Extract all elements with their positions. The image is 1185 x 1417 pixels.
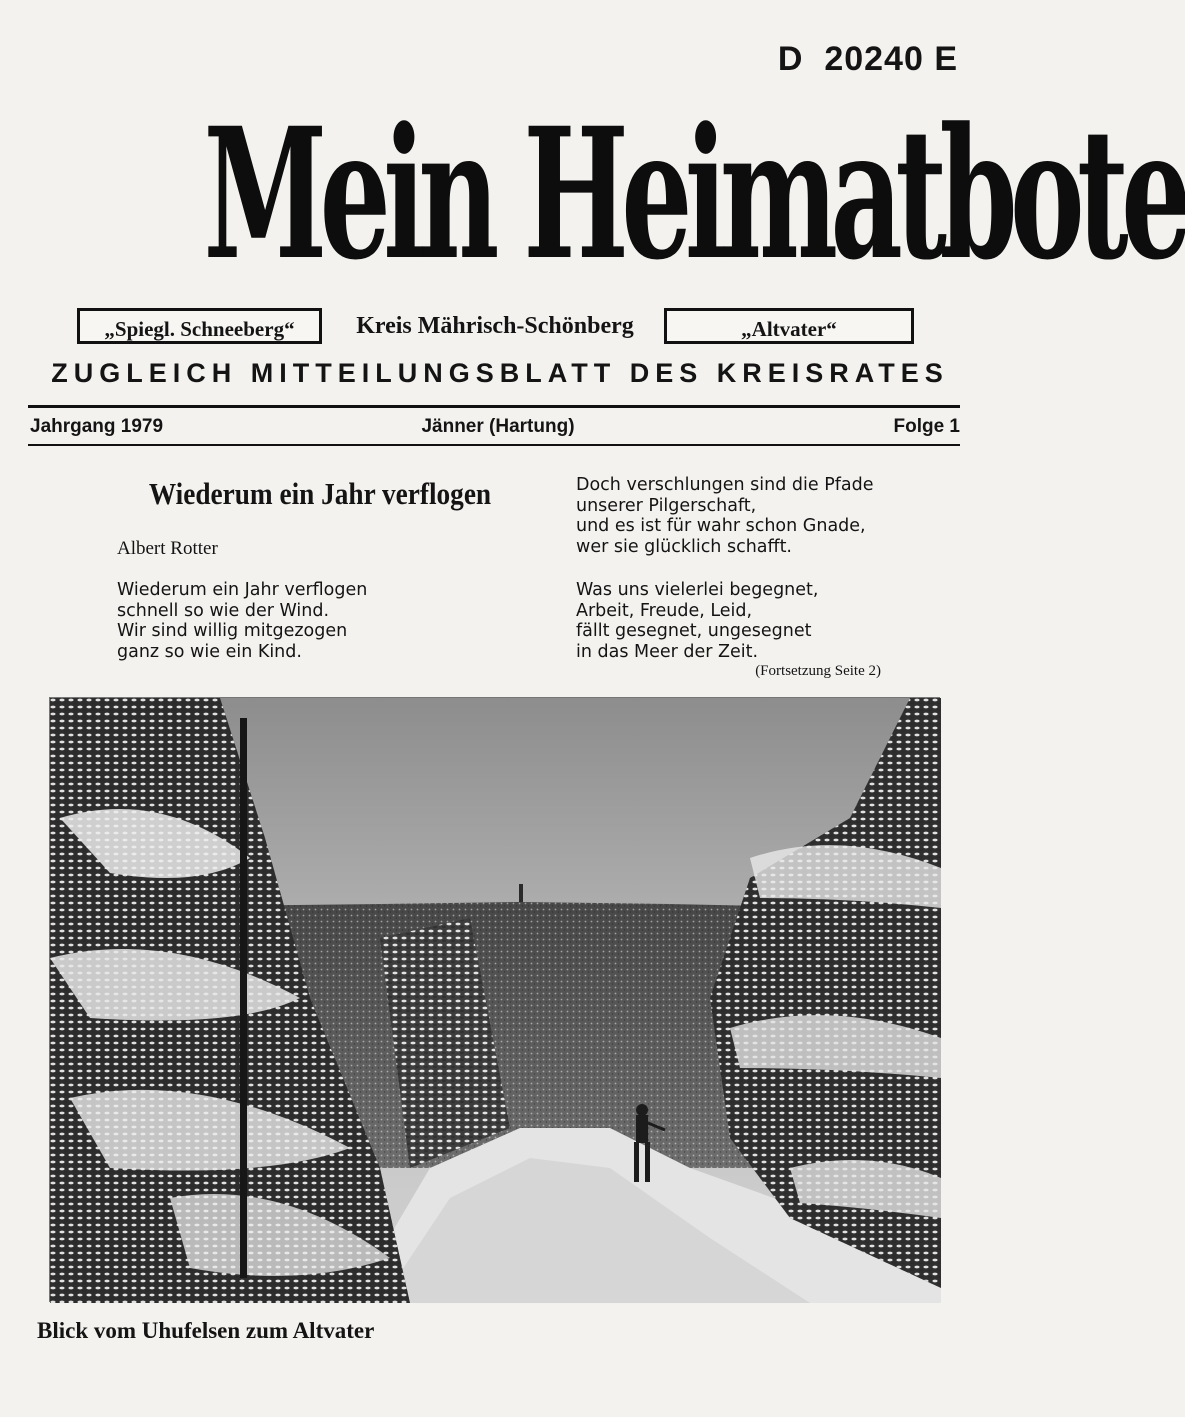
winter-forest-photo (49, 697, 940, 1302)
poem-line: Was uns vielerlei begegnet, (576, 580, 819, 600)
continuation-note: (Fortsetzung Seite 2) (755, 663, 881, 679)
poem-line: wer sie glücklich schafft. (576, 536, 792, 557)
poem-line: Doch verschlungen sind die Pfade (576, 475, 874, 495)
poem-stanza-3 (576, 580, 818, 662)
poem-line: ganz so wie ein Kind. (117, 641, 302, 662)
region-box-right: „Altvater“ (664, 308, 914, 344)
district-name: Kreis Mährisch-Schönberg (356, 313, 634, 339)
subtitle: ZUGLEICH MITTEILUNGSBLATT DES KREISRATES (51, 358, 949, 388)
poem-line: unserer Pilgerschaft, (576, 495, 757, 516)
poem-line: fällt gesegnet, ungesegnet (576, 621, 812, 641)
divider-top (28, 405, 960, 408)
poem-line: schnell so wie der Wind. (117, 600, 330, 621)
poem-line: Wiederum ein Jahr verflogen (117, 580, 368, 600)
poem-line: Wir sind willig mitgezogen (117, 621, 348, 641)
region-box-left: „Spiegl. Schneeberg“ (77, 308, 322, 344)
postal-code: D 20240 E (777, 40, 958, 78)
issue-number: Folge 1 (893, 416, 960, 437)
issue-month: Jänner (Hartung) (421, 416, 575, 437)
masthead-title: Mein Heimatbote (203, 89, 1185, 300)
poem-stanza-2 (576, 475, 874, 557)
volume-year: Jahrgang 1979 (30, 416, 164, 437)
poem-stanza-1 (117, 580, 367, 662)
poem-line: in das Meer der Zeit. (576, 641, 759, 662)
poem-title: Wiederum ein Jahr verflogen (148, 476, 492, 511)
poem-line: und es ist für wahr schon Gnade, (576, 516, 866, 536)
poem-line: Arbeit, Freude, Leid, (576, 600, 753, 621)
divider-bottom (28, 444, 960, 446)
photo-caption: Blick vom Uhufelsen zum Altvater (37, 1318, 375, 1343)
photo-illustration (50, 698, 941, 1303)
poem-author: Albert Rotter (117, 538, 218, 559)
